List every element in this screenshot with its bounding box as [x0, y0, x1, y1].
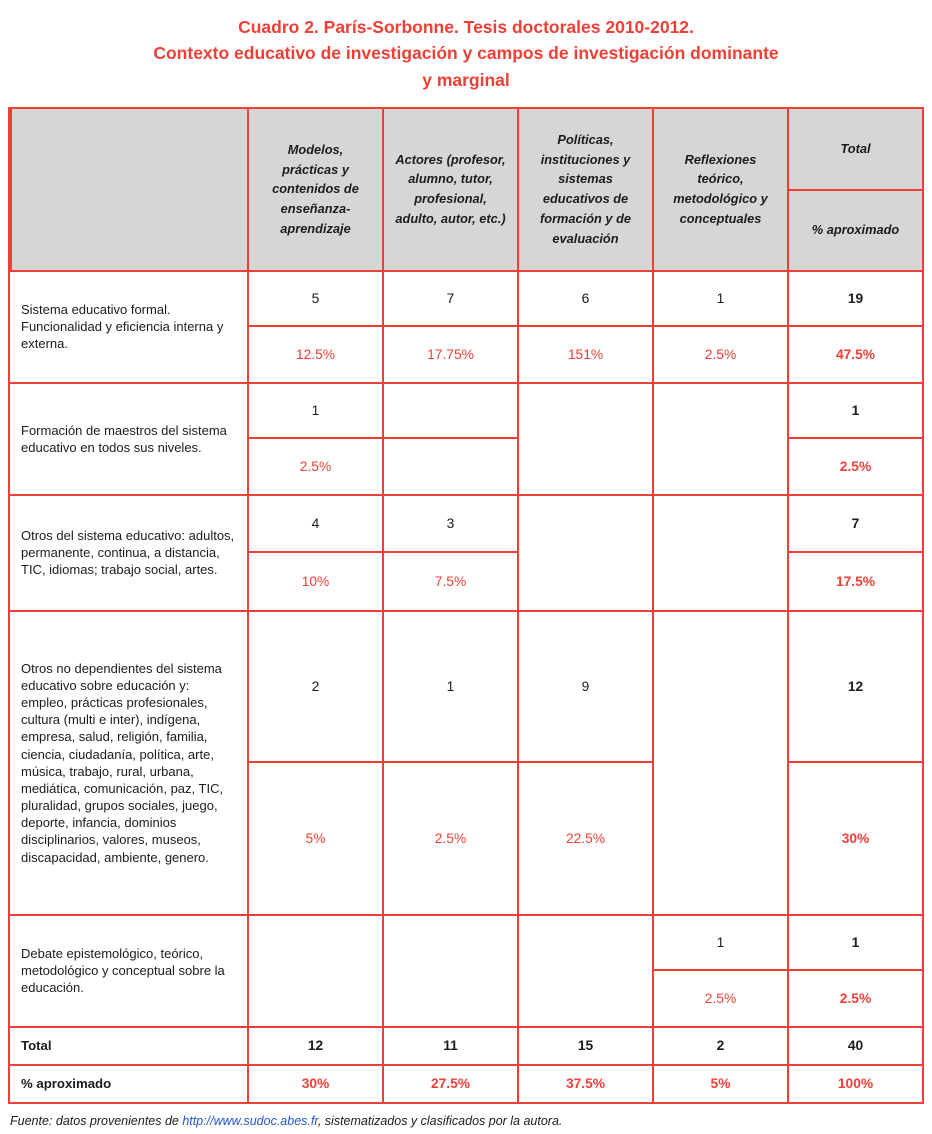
- table-row: [10, 382, 922, 494]
- grand-percent-cell: 100%: [787, 1066, 922, 1102]
- title-line-1: Cuadro 2. París-Sorbonne. Tesis doctorales 2010-2012.: [238, 17, 694, 37]
- total-percent-cell: 47.5%: [787, 327, 922, 382]
- source-prefix: Fuente: datos provenientes de: [10, 1113, 183, 1128]
- title-line-2: Contexto educativo de investigación y campos de investigación dominante: [153, 43, 779, 64]
- column-header-total-percent: % aproximado: [787, 191, 922, 270]
- percent-cell: 12.5%: [247, 327, 382, 382]
- percent-cell: 2.5%: [382, 763, 517, 914]
- empty-cell: [517, 384, 652, 494]
- percent-cell: 2.5%: [247, 439, 382, 494]
- percent-value-cell: 5%: [652, 1066, 787, 1102]
- grand-total-cell: 40: [787, 1028, 922, 1064]
- row-label: Formación de maestros del sistema educativo en todos sus niveles.: [21, 422, 227, 455]
- percent-cell: 5%: [247, 763, 382, 914]
- row-label: Otros no dependientes del sistema educativo sobre educación y: empleo, prácticas profesionales, cultura (multi e inter), indígena, empresa, salud, religión, familia, ciencia, ciudadanía, política, arte, música, trabajo, rural, urbana, mediática, comunicación, paz, TIC, pluralidad, grupos sociales, juego, deporte, infancia, dominios disciplinarios, valores, museos, discapacidad, ambiente, genero.: [21, 660, 224, 865]
- count-cell: 3: [382, 496, 517, 553]
- row-label: Debate epistemológico, teórico, metodológico y conceptual sobre la educación.: [21, 946, 225, 996]
- count-cell: 7: [382, 272, 517, 327]
- percent-cell: 10%: [247, 553, 382, 610]
- percent-value-cell: 37.5%: [517, 1066, 652, 1102]
- table-row: [10, 270, 922, 382]
- table-total-row: [10, 1026, 922, 1064]
- total-percent-cell: 2.5%: [787, 971, 922, 1026]
- total-value-cell: 15: [517, 1028, 652, 1064]
- column-header-reflexiones: Reflexiones teórico, metodológico y conceptuales: [652, 109, 787, 270]
- total-row-label: Total: [21, 1038, 52, 1054]
- count-cell: 1: [247, 384, 382, 439]
- column-header-total: Total: [787, 109, 922, 191]
- total-percent-cell: 30%: [787, 763, 922, 914]
- empty-cell: [382, 439, 517, 494]
- count-cell: 6: [517, 272, 652, 327]
- total-percent-cell: 2.5%: [787, 439, 922, 494]
- total-count-cell: 1: [787, 384, 922, 439]
- empty-cell: [382, 384, 517, 439]
- percent-cell: 151%: [517, 327, 652, 382]
- total-value-cell: 12: [247, 1028, 382, 1064]
- total-percent-cell: 17.5%: [787, 553, 922, 610]
- percent-cell: 7.5%: [382, 553, 517, 610]
- data-table: [8, 107, 924, 1104]
- empty-cell: [517, 916, 652, 1026]
- table-row: [10, 914, 922, 1026]
- total-count-cell: 12: [787, 612, 922, 763]
- column-header-actores: Actores (profesor, alumno, tutor, profesional, adulto, autor, etc.): [382, 109, 517, 270]
- empty-cell: [652, 612, 787, 914]
- percent-value-cell: 30%: [247, 1066, 382, 1102]
- table-row: [10, 494, 922, 610]
- count-cell: 4: [247, 496, 382, 553]
- empty-cell: [247, 916, 382, 1026]
- table-row: [10, 610, 922, 914]
- count-cell: 5: [247, 272, 382, 327]
- row-label: Otros del sistema educativo: adultos, permanente, continua, a distancia, TIC, idiomas; trabajo social, artes.: [21, 528, 235, 578]
- count-cell: 1: [382, 612, 517, 763]
- count-cell: 2: [247, 612, 382, 763]
- percent-row-label: % aproximado: [21, 1076, 112, 1092]
- percent-cell: 2.5%: [652, 971, 787, 1026]
- source-suffix: , sistematizados y clasificados por la autora.: [317, 1113, 563, 1128]
- title-line-3: y marginal: [422, 69, 510, 90]
- empty-cell: [652, 496, 787, 610]
- total-count-cell: 19: [787, 272, 922, 327]
- total-count-cell: 7: [787, 496, 922, 553]
- empty-cell: [517, 496, 652, 610]
- row-label: Sistema educativo formal. Funcionalidad y eficiencia interna y externa.: [21, 302, 224, 352]
- empty-cell: [652, 384, 787, 494]
- table-title: [8, 14, 924, 93]
- percent-cell: 17.75%: [382, 327, 517, 382]
- column-header-modelos: Modelos, prácticas y contenidos de enseñanza-aprendizaje: [247, 109, 382, 270]
- total-count-cell: 1: [787, 916, 922, 971]
- column-header-politicas: Políticas, instituciones y sistemas educativos de formación y de evaluación: [517, 109, 652, 270]
- percent-value-cell: 27.5%: [382, 1066, 517, 1102]
- count-cell: 9: [517, 612, 652, 763]
- count-cell: 1: [652, 272, 787, 327]
- count-cell: 1: [652, 916, 787, 971]
- source-note: [8, 1114, 924, 1128]
- percent-cell: 2.5%: [652, 327, 787, 382]
- total-value-cell: 11: [382, 1028, 517, 1064]
- table-header-row: [10, 109, 922, 270]
- total-value-cell: 2: [652, 1028, 787, 1064]
- empty-cell: [382, 916, 517, 1026]
- table-percent-row: [10, 1064, 922, 1102]
- header-corner-cell: [10, 109, 247, 270]
- source-link[interactable]: http://www.sudoc.abes.fr: [182, 1113, 318, 1128]
- percent-cell: 22.5%: [517, 763, 652, 914]
